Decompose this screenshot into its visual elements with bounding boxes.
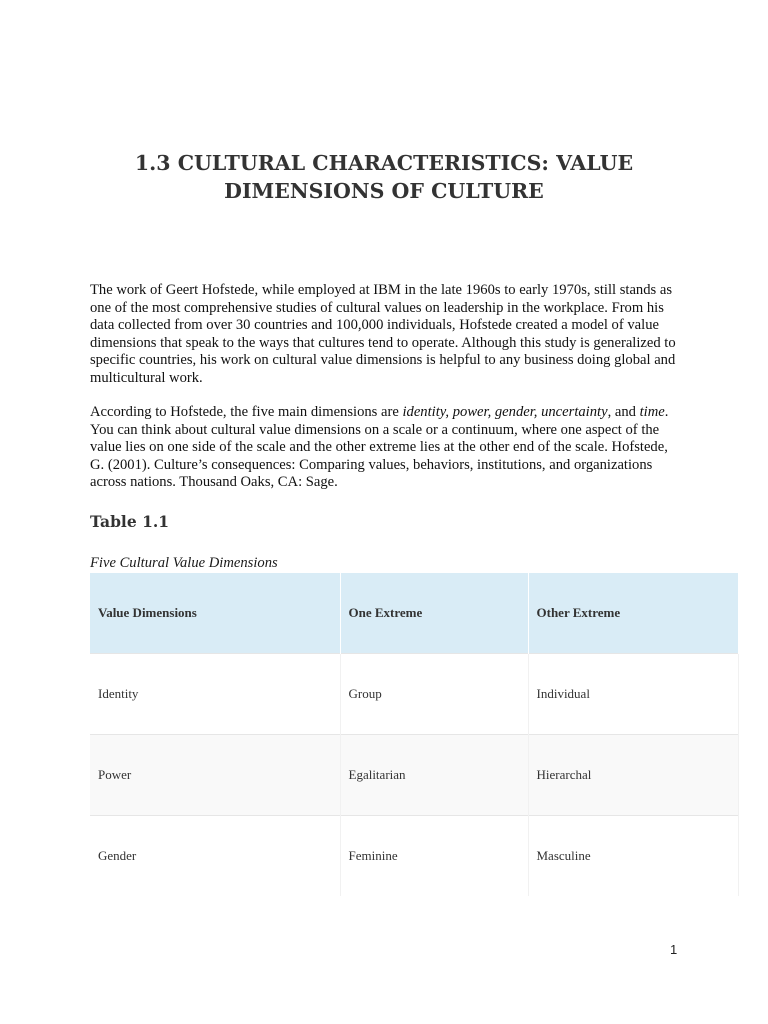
table-cell: Power — [90, 735, 340, 816]
dimensions-paragraph — [90, 404, 682, 492]
table-row — [90, 654, 738, 735]
dimensions-and-text: and — [611, 404, 640, 420]
dimensions-rest-text: . You can think about cultural value dimensions on a scale or a continuum, where one aspect of the value lies on one side of the scale and the other extreme lies at the other end of the scale. Hofstede, G. (2001). Culture’s consequences: Comparing values, behaviors, institutions, and organizations across nations. Thousand Oaks, CA: Sage. — [90, 404, 669, 491]
value-dimensions-table — [90, 573, 739, 896]
table-header-cell: One Extreme — [340, 573, 528, 654]
dimensions-comma: , — [607, 404, 612, 420]
intro-paragraph: The work of Geert Hofstede, while employed at IBM in the late 1960s to early 1970s, still stands as one of the most comprehensive studies of cultural values on leadership in the workplace. From his data collected from over 30 countries and 100,000 individuals, Hofstede created a model of value dimensions that speak to the ways that cultures tend to operate. Although this study is generalized to specific countries, his work on cultural value dimensions is helpful to any business doing global and multicultural work. — [90, 282, 676, 386]
table-header-row — [90, 573, 738, 654]
page-number: 1 — [670, 942, 678, 957]
dimensions-time-text: time — [639, 404, 665, 420]
table-cell: Individual — [528, 654, 738, 735]
table-cell: Masculine — [528, 816, 738, 897]
table-heading: Table 1.1 — [90, 512, 170, 531]
dimensions-intro-text: According to Hofstede, the five main dimensions are — [90, 404, 403, 420]
page-title: 1.3 CULTURAL CHARACTERISTICS: VALUE DIMENSIONS OF CULTURE — [134, 151, 634, 203]
table-cell: Gender — [90, 816, 340, 897]
table-cell: Feminine — [340, 816, 528, 897]
table-cell: Hierarchal — [528, 735, 738, 816]
table-row — [90, 816, 738, 897]
table-header-cell: Other Extreme — [528, 573, 738, 654]
table-cell: Egalitarian — [340, 735, 528, 816]
table-cell: Identity — [90, 654, 340, 735]
table-row — [90, 735, 738, 816]
dimensions-list-text: identity, power, gender, uncertainty — [402, 404, 608, 420]
table-header-cell: Value Dimensions — [90, 573, 340, 654]
table-caption: Five Cultural Value Dimensions — [90, 555, 278, 571]
table-cell: Group — [340, 654, 528, 735]
